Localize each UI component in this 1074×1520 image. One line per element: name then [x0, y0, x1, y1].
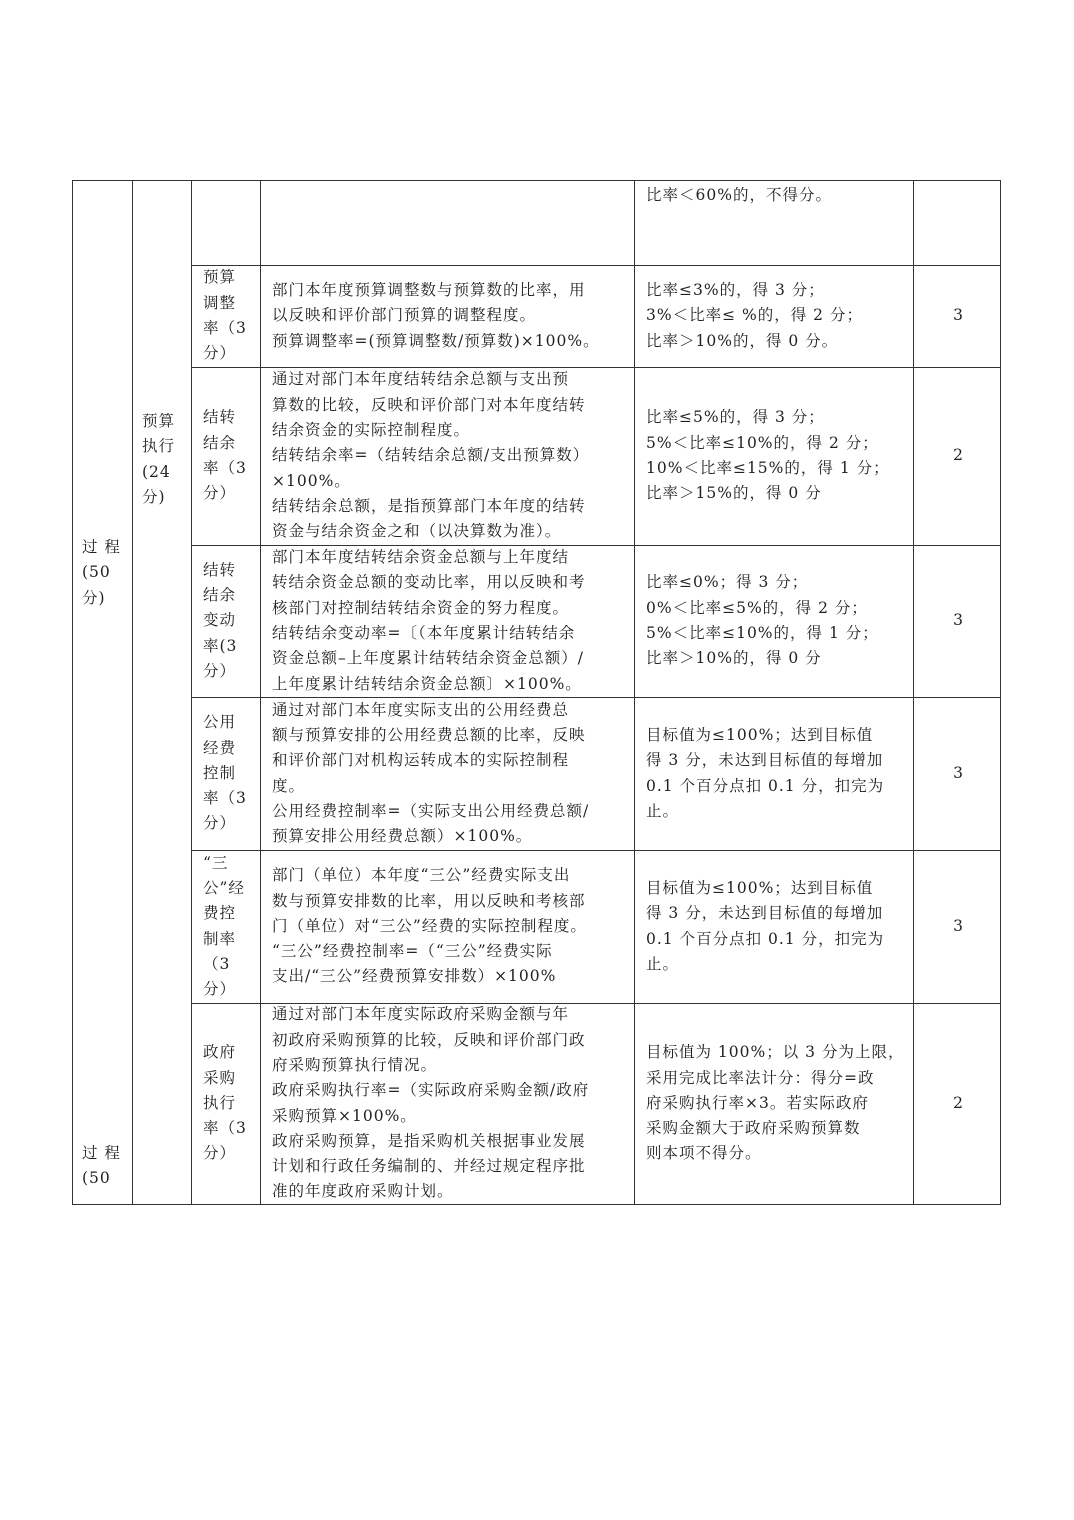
criteria-cell: 目标值为≤100%；达到目标值 得 3 分，未达到目标值的每增加 0.1 个百分点扣 0.1 分，扣完为 止。 [646, 878, 885, 973]
criteria-cell: 比率≤0%；得 3 分； 0%＜比率≤5%的，得 2 分； 5%＜比率≤10%的，得 1 分； 比率＞10%的，得 0 分 [646, 573, 879, 668]
category-label-repeat: 过 程 (50 [82, 1144, 121, 1188]
score-cell: 3 [953, 916, 964, 935]
score-cell: 3 [953, 611, 964, 630]
indicator-cell: 结转 结余 变动 率(3 分） [203, 560, 238, 680]
criteria-cell: 比率＜60%的，不得分。 [646, 186, 832, 204]
criteria-cell: 目标值为 100%；以 3 分为上限， 采用完成比率法计分：得分=政 府采购执行率×3。若实际政府 采购金额大于政府采购预算数 则本项不得分。 [646, 1043, 905, 1163]
indicator-cell: 预算 调整 率（3 分） [203, 268, 247, 363]
description-cell: 通过对部门本年度实际政府采购金额与年 初政府采购预算的比较，反映和评价部门政 府采购预算执行情况。 政府采购执行率=（实际政府采购金额/政府 采购预算×100%。 政府采购预算，是指采购机关根据事业发展 计划和行政任务编制的、并经过规定程序批 准的年度政府采购计划。 [272, 1005, 590, 1201]
column-divider [191, 181, 192, 1204]
description-cell: 部门（单位）本年度“三公”经费实际支出 数与预算安排数的比率，用以反映和考核部 门（单位）对“三公”经费的实际控制程度。 “三公”经费控制率=（“三公”经费实际 支出/“三公”经费预算安排数）×100% [272, 866, 587, 986]
criteria-cell: 目标值为≤100%；达到目标值 得 3 分，未达到目标值的每增加 0.1 个百分点扣 0.1 分，扣完为 止。 [646, 725, 885, 820]
column-divider [132, 181, 133, 1204]
indicator-cell: “三 公”经 费控 制率 （3 分） [203, 853, 245, 999]
description-cell: 通过对部门本年度结转结余总额与支出预 算数的比较，反映和评价部门对本年度结转 结余资金的实际控制程度。 结转结余率=（结转结余总额/支出预算数） ×100%。 结转结余总额，是指预算部门本年度的结转 资金与结余资金之和（以决算数为准）。 [272, 370, 590, 541]
subcategory-label: 预算 执行 (24 分) [142, 412, 176, 506]
score-cell: 3 [953, 763, 964, 782]
criteria-cell: 比率≤5%的，得 3 分； 5%＜比率≤10%的，得 2 分； 10%＜比率≤15%的，得 1 分； 比率＞15%的，得 0 分 [646, 408, 890, 503]
description-cell: 部门本年度预算调整数与预算数的比率，用 以反映和评价部门预算的调整程度。 预算调整率=(预算调整数/预算数)×100%。 [272, 281, 600, 350]
indicator-cell: 公用 经费 控制 率（3 分） [203, 713, 247, 833]
indicator-cell: 结转 结余 率（3 分） [203, 408, 247, 503]
score-cell: 2 [953, 446, 964, 465]
description-cell: 部门本年度结转结余资金总额与上年度结 转结余资金总额的变动比率，用以反映和考 核部门对控制结转结余资金的努力程度。 结转结余变动率=〔（本年度累计结转结余 资金总额–上年度累计结转结余资金总额）/ 上年度累计结转结余资金总额〕×100%。 [272, 548, 586, 693]
score-cell: 3 [953, 306, 964, 325]
criteria-cell: 比率≤3%的，得 3 分； 3%＜比率≤ %的，得 2 分； 比率＞10%的，得 0 分。 [646, 281, 863, 350]
description-cell: 通过对部门本年度实际支出的公用经费总 额与预算安排的公用经费总额的比率，反映 和评价部门对机构运转成本的实际控制程 度。 公用经费控制率=（实际支出公用经费总额/ 预算安排公用经费总额）×100%。 [272, 700, 590, 846]
score-cell: 2 [953, 1093, 964, 1112]
evaluation-table [72, 180, 1001, 1205]
category-label: 过 程 (50 分) [82, 538, 121, 607]
indicator-cell: 政府 采购 执行 率（3 分） [203, 1043, 247, 1163]
